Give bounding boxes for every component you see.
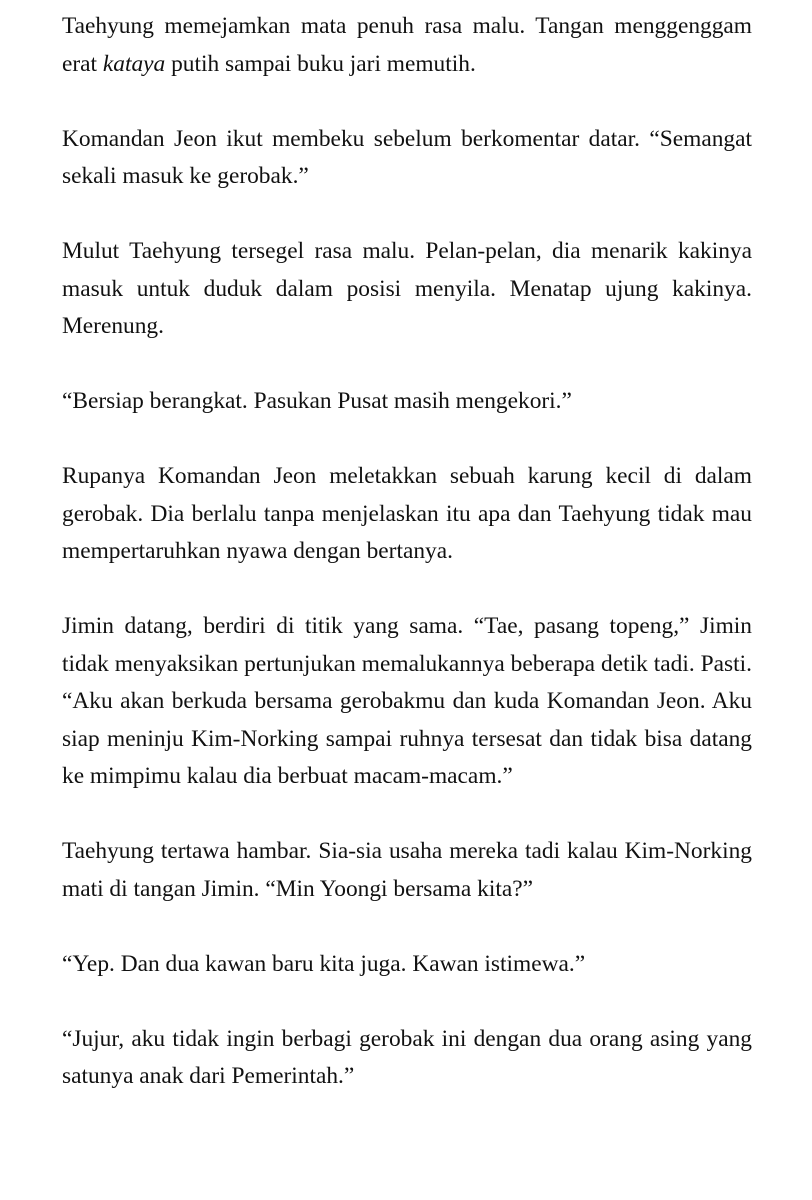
paragraph-2: Komandan Jeon ikut membeku sebelum berkomentar datar. “Semangat sekali masuk ke gerobak.” [62,125,752,189]
paragraph-5: Rupanya Komandan Jeon meletakkan sebuah karung kecil di dalam gerobak. Dia berlalu tanpa menjelaskan itu apa dan Taehyung tidak mau mempertaruhkan nyawa dengan bertanya. [62,463,752,564]
paragraph-1 [62,8,752,83]
paragraph-1-italic-word: kataya [102,50,166,77]
paragraph-4: “Bersiap berangkat. Pasukan Pusat masih mengekori.” [62,388,572,414]
paragraph-6: Jimin datang, berdiri di titik yang sama. “Tae, pasang topeng,” Jimin tidak menyaksikan pertunjukan memalukannya beberapa detik tadi. Pasti. “Aku akan berkuda bersama gerobakmu dan kuda Komandan Jeon. Aku siap meninju Kim-Norking sampai ruhnya tersesat dan tidak bisa datang ke mimpimu kalau dia berbuat macam-macam.” [62,613,752,789]
paragraph-8: “Yep. Dan dua kawan baru kita juga. Kawan istimewa.” [62,950,586,977]
paragraph-9: “Jujur, aku tidak ingin berbagi gerobak ini dengan dua orang asing yang satunya anak dari Pemerintah.” [62,1025,752,1089]
paragraph-1-text-b: putih sampai buku jari memutih. [165,50,476,77]
story-page [62,8,752,1096]
paragraph-1-text-a: Taehyung memejamkan mata penuh rasa malu. Tangan menggenggam erat [62,13,752,77]
paragraph-7: Taehyung tertawa hambar. Sia-sia usaha mereka tadi kalau Kim-Norking mati di tangan Jimin. “Min Yoongi bersama kita?” [62,838,752,902]
paragraph-3: Mulut Taehyung tersegel rasa malu. Pelan-pelan, dia menarik kakinya masuk untuk duduk dalam posisi menyila. Menatap ujung kakinya. Merenung. [62,238,752,339]
